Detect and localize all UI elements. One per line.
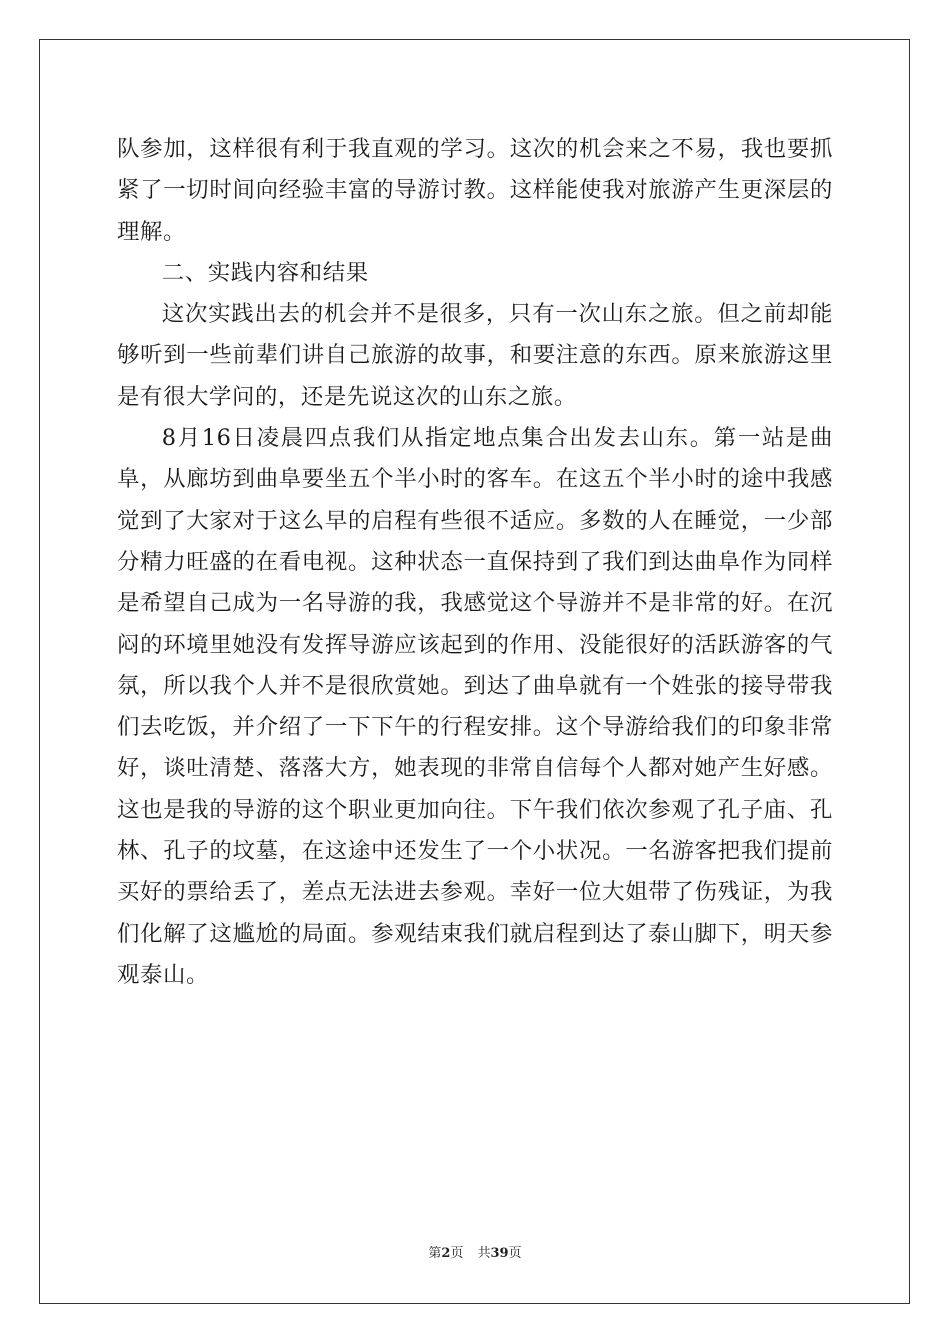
page-suffix: 页 [450, 1246, 464, 1261]
document-body [117, 129, 833, 996]
total-suffix: 页 [508, 1246, 522, 1261]
total-pages: 39 [490, 1246, 509, 1261]
section-heading: 二、实践内容和结果 [161, 259, 369, 286]
page-footer [0, 1246, 950, 1262]
page-prefix: 第 [428, 1246, 442, 1261]
page-number: 2 [441, 1246, 451, 1261]
paragraph-intro-continued: 队参加，这样很有利于我直观的学习。这次的机会来之不易，我也要抓紧了一切时间向经验丰富的导游讨教。这样能使我对旅游产生更深层的理解。 [117, 136, 833, 245]
paragraph-practice-overview: 这次实践出去的机会并不是很多，只有一次山东之旅。但之前却能够听到一些前辈们讲自己旅游的故事，和要注意的东西。原来旅游这里是有很大学问的，还是先说这次的山东之旅。 [117, 301, 833, 410]
total-prefix: 共 [477, 1246, 491, 1261]
paragraph-shandong-trip: 8月16日凌晨四点我们从指定地点集合出发去山东。第一站是曲阜，从廊坊到曲阜要坐五个半小时的客车。在这五个半小时的途中我感觉到了大家对于这么早的启程有些很不适应。多数的人在睡觉，一少部分精力旺盛的在看电视。这种状态一直保持到了我们到达曲阜作为同样是希望自己成为一名导游的我，我感觉这个导游并不是非常的好。在沉闷的环境里她没有发挥导游应该起到的作用、没能很好的活跃游客的气氛，所以我个人并不是很欣赏她。到达了曲阜就有一个姓张的接导带我们去吃饭，并介绍了一下下午的行程安排。这个导游给我们的印象非常好，谈吐清楚、落落大方，她表现的非常自信每个人都对她产生好感。这也是我的导游的这个职业更加向往。下午我们依次参观了孔子庙、孔林、孔子的坟墓，在这途中还发生了一个小状况。一名游客把我们提前买好的票给丢了，差点无法进去参观。幸好一位大姐带了伤残证，为我们化解了这尴尬的局面。参观结束我们就启程到达了泰山脚下，明天参观泰山。 [117, 425, 833, 988]
